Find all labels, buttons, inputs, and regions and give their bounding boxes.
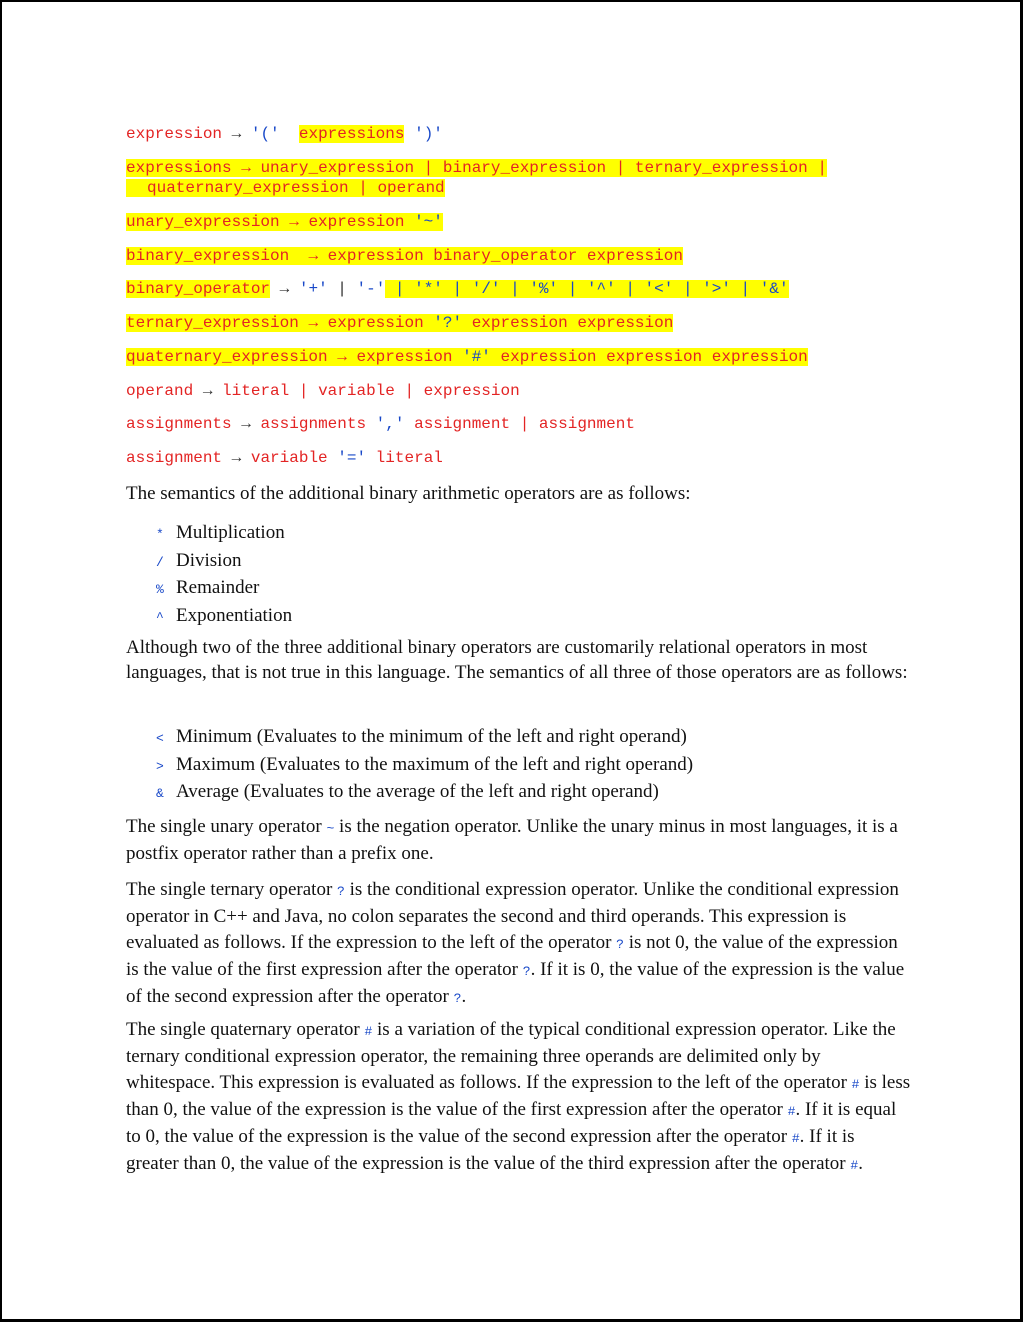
grammar-rule-unary: unary_expression → expression '~' [126,213,443,231]
grammar-rule-binary: binary_expression → expression binary_operator expression [126,247,683,265]
list-item: & Average (Evaluates to the average of the left and right operand) [156,781,659,803]
paragraph-binary-arith-intro: The semantics of the additional binary arithmetic operators are as follows: [126,483,691,504]
list-item: / Division [156,549,242,571]
paragraph-quaternary-operator: The single quaternary operator # is a variation of the typical conditional expression operator. Like the ternary conditional expression operator, the remaining three operands are delimited only by whitespace. This expression is evaluated as follows. If the expression to the left of the operator # is less than 0, the value of the expression is the value of the first expression after the operator #. If it is equal to 0, the value of the expression is the value of the second expression after the operator #. If it is greater than 0, the value of the expression is the value of the third expression after the operator #. [126,1019,911,1175]
list-item: % Remainder [156,577,260,599]
grammar-rule-ternary: ternary_expression → expression '?' expression expression [126,314,674,332]
grammar-rule-binary-operator: binary_operator → '+' | '-' | '*' | '/' | '%' | '^' | '<' | '>' | '&' [126,280,789,298]
grammar-rule-operand: operand → literal | variable | expression [126,382,520,400]
list-item: * Multiplication [156,522,285,543]
grammar-rule-expressions: expressions → unary_expression | binary_expression | ternary_expression | [126,159,827,177]
grammar-rule-quaternary: quaternary_expression → expression '#' expression expression expression [126,348,808,366]
relational-operator-list [156,724,693,807]
grammar-rule-assignment: assignment → variable '=' literal [126,449,443,467]
arith-operator-list [156,520,292,630]
grammar-rule-expression: expression → '(' expressions ')' [126,125,443,143]
list-item: ^ Exponentiation [156,604,293,626]
list-item: > Maximum (Evaluates to the maximum of the left and right operand) [156,753,694,775]
grammar-rule-expressions-continued: quaternary_expression | operand [126,178,445,198]
list-item: < Minimum (Evaluates to the minimum of the left and right operand) [156,726,687,747]
paragraph-relational-intro: Although two of the three additional binary operators are customarily relational operators in most languages, that is not true in this language. The semantics of all three of those operators are as follows: [126,637,908,684]
paragraph-unary-operator: The single unary operator ~ is the negation operator. Unlike the unary minus in most languages, it is a postfix operator rather than a prefix one. [126,816,898,865]
grammar-rule-assignments: assignments → assignments ',' assignment | assignment [126,415,635,433]
paragraph-ternary-operator: The single ternary operator ? is the conditional expression operator. Unlike the conditional expression operator in C++ and Java, no colon separates the second and third operands. This expression is evaluated as follows. If the expression to the left of the operator ? is not 0, the value of the expression is the value of the first expression after the operator ?. If it is 0, the value of the expression is the value of the second expression after the operator ?. [126,879,905,1008]
